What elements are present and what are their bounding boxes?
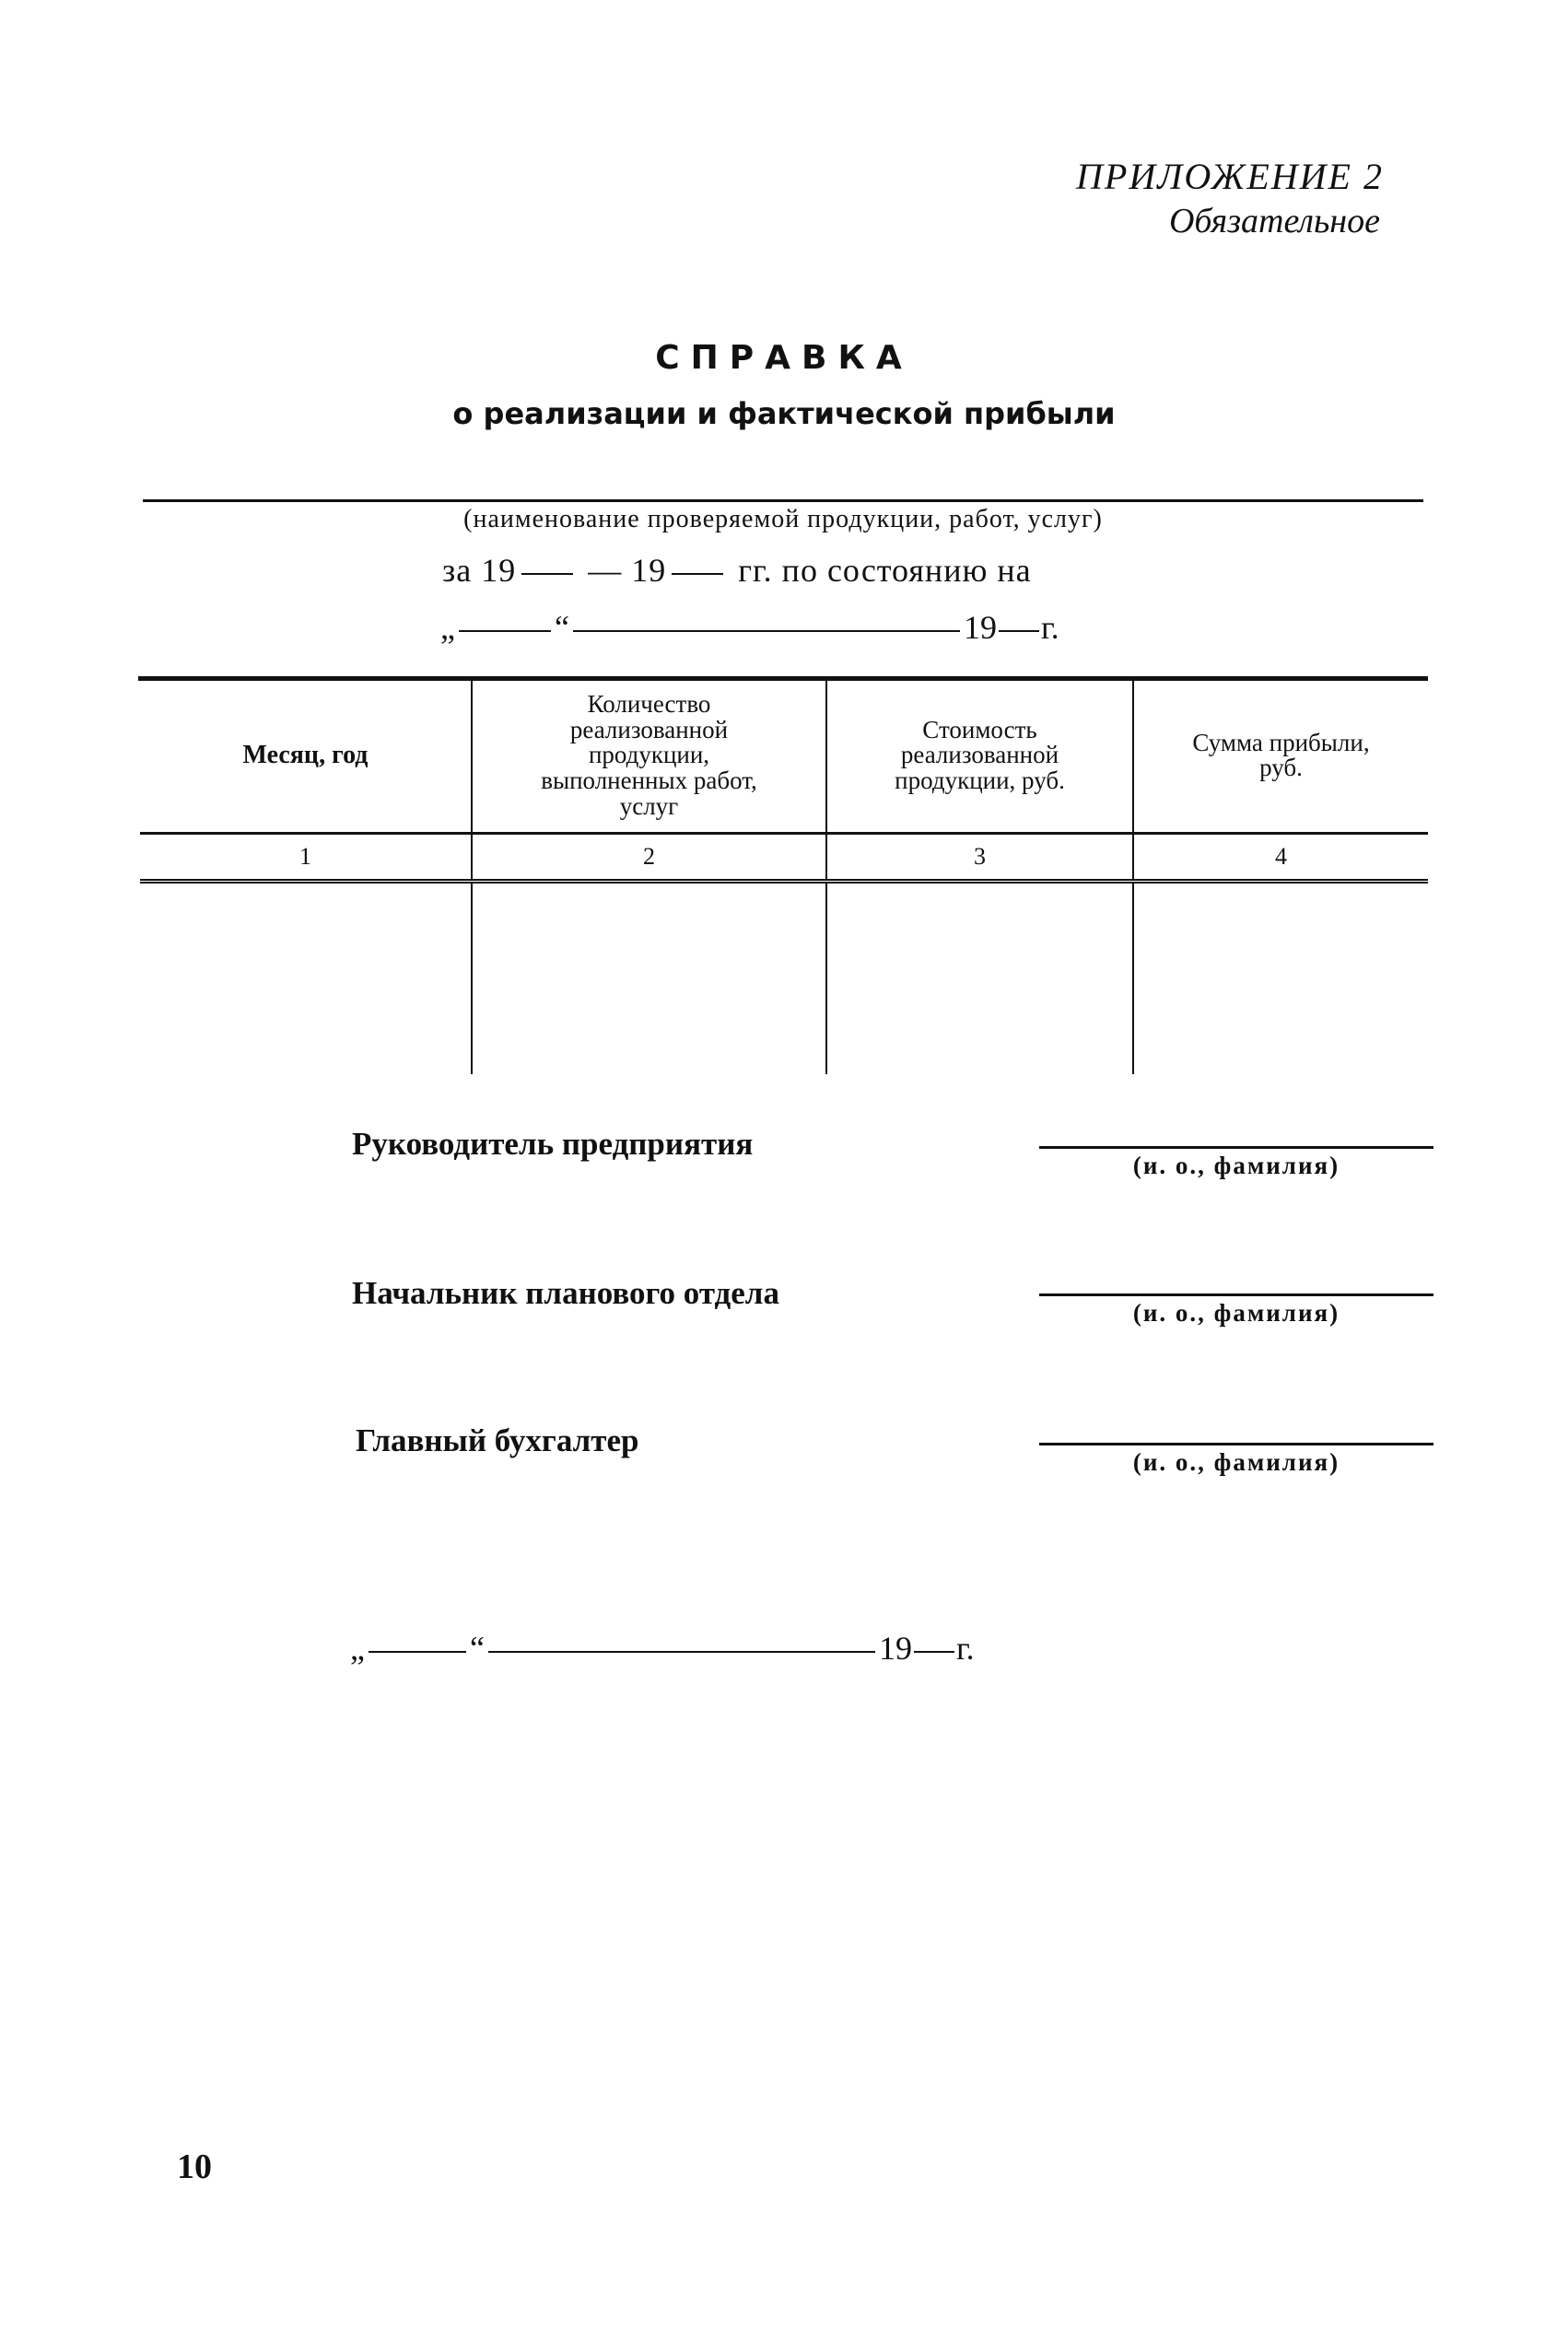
table-cell-month-year: [140, 881, 472, 1074]
signature-line-chief-accountant: [1039, 1443, 1433, 1445]
date-year-blank: [999, 630, 1039, 632]
as-of-date-line: [440, 608, 1059, 647]
footer-date-month-blank: [488, 1651, 875, 1653]
table-row: [140, 881, 1428, 1074]
column-header-cost: Стоимость реализованной продукции, руб.: [826, 680, 1133, 833]
date-year-suffix: г.: [1040, 609, 1059, 646]
period-end-blank: [672, 573, 723, 575]
signature-line-director: [1039, 1146, 1433, 1149]
document-title: СПРАВКА: [655, 339, 913, 377]
table-header-row: [140, 680, 1428, 833]
date-day-blank: [459, 630, 551, 632]
footer-date-year-blank: [914, 1651, 954, 1653]
report-table: [140, 680, 1428, 1074]
signature-label-director: Руководитель предприятия: [352, 1126, 754, 1162]
period-start-blank: [521, 573, 573, 575]
signature-line-planning-head: [1039, 1293, 1433, 1296]
product-caption: (наименование проверяемой продукции, работ, услуг): [463, 505, 1103, 533]
signature-note-director: (и. о., фамилия): [1132, 1152, 1340, 1179]
column-number: 3: [826, 833, 1133, 881]
table-cell-cost: [826, 881, 1133, 1074]
appendix-title: ПРИЛОЖЕНИЕ 2: [1076, 156, 1384, 197]
period-dash: — 19: [588, 552, 667, 589]
footer-date-open-quote: „: [350, 1630, 365, 1667]
signature-label-planning-head: Начальник планового отдела: [352, 1275, 779, 1311]
footer-date-line: [350, 1629, 975, 1668]
footer-date-day-blank: [369, 1651, 466, 1653]
signature-note-chief-accountant: (и. о., фамилия): [1132, 1448, 1340, 1476]
period-prefix: за 19: [442, 552, 517, 589]
period-suffix: гг. по состоянию на: [738, 552, 1032, 589]
table-cell-profit: [1133, 881, 1428, 1074]
column-number-row: [140, 833, 1428, 881]
footer-date-close-quote: “: [469, 1630, 485, 1667]
page-number: 10: [177, 2148, 212, 2186]
column-number: 4: [1133, 833, 1428, 881]
footer-date-year-prefix: 19: [878, 1630, 912, 1667]
footer-date-year-suffix: г.: [955, 1630, 975, 1667]
period-line: [442, 551, 1032, 590]
column-header-quantity: Количество реализованной продукции, выполненных работ, услуг: [472, 680, 826, 833]
column-header-profit: Сумма прибыли, руб.: [1133, 680, 1428, 833]
signature-label-chief-accountant: Главный бухгалтер: [356, 1422, 639, 1458]
date-open-quote: „: [440, 609, 455, 646]
signature-note-planning-head: (и. о., фамилия): [1132, 1299, 1340, 1327]
date-month-blank: [573, 630, 960, 632]
date-close-quote: “: [554, 609, 569, 646]
column-number: 2: [472, 833, 826, 881]
column-number: 1: [140, 833, 472, 881]
document-subtitle: о реализации и фактической прибыли: [452, 396, 1116, 431]
table-cell-quantity: [472, 881, 826, 1074]
product-name-line: [143, 499, 1423, 502]
appendix-status: Обязательное: [1168, 202, 1380, 240]
column-header-month-year: Месяц, год: [140, 680, 472, 833]
date-year-prefix: 19: [963, 609, 997, 646]
